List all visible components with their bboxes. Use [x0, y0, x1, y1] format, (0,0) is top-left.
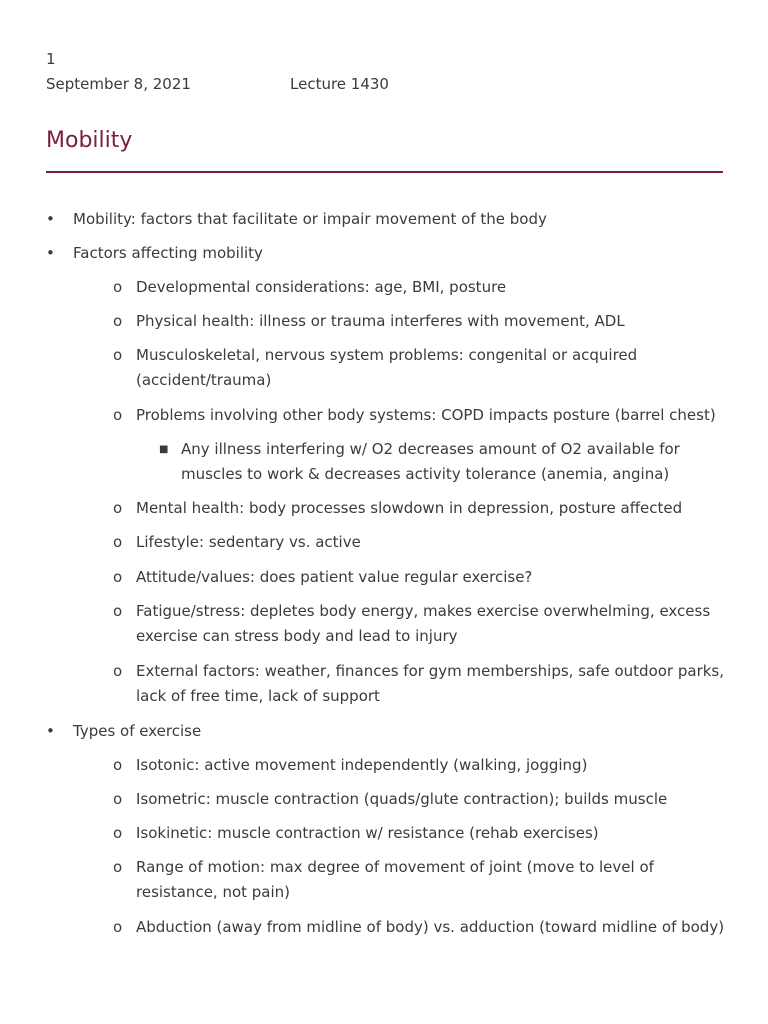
lecture-number: Lecture 1430 [290, 75, 389, 93]
sub-bullet-marker: o [113, 602, 123, 620]
bullet-marker: • [46, 722, 55, 740]
sub-list-item: Abduction (away from midline of body) vs. adduction (toward midline of body) [136, 918, 725, 936]
sub-sub-list-item: Any illness interfering w/ O2 decreases amount of O2 available for muscles to work & decreases activity tolerance (anemia, angina) [181, 440, 680, 483]
sub-bullet-marker: o [113, 406, 123, 424]
sub-bullet-marker: o [113, 756, 123, 774]
sub-bullet-marker: o [113, 858, 123, 876]
sub-list-item: Range of motion: max degree of movement of joint (move to level of resistance, not pain) [136, 858, 654, 901]
sub-bullet-marker: o [113, 790, 123, 808]
sub-bullet-marker: o [113, 499, 123, 517]
lecture-date: September 8, 2021 [46, 75, 191, 93]
sub-bullet-marker: o [113, 312, 123, 330]
list-item: Factors affecting mobility [73, 244, 263, 262]
sub-bullet-marker: o [113, 568, 123, 586]
sub-list-item: Musculoskeletal, nervous system problems: congenital or acquired (accident/trauma) [136, 346, 638, 389]
sub-bullet-marker: o [113, 533, 123, 551]
sub-bullet-marker: o [113, 346, 123, 364]
sub-list-item: Developmental considerations: age, BMI, posture [136, 278, 507, 296]
title-divider [46, 171, 723, 173]
sub-list-item: Isometric: muscle contraction (quads/glute contraction); builds muscle [136, 790, 668, 808]
sub-list-item: Fatigue/stress: depletes body energy, makes exercise overwhelming, excess exercise can stress body and lead to injury [136, 602, 711, 645]
sub-bullet-marker: o [113, 918, 123, 936]
sub-list-item: Physical health: illness or trauma interferes with movement, ADL [136, 312, 625, 330]
sub-bullet-marker: o [113, 662, 123, 680]
list-item: Mobility: factors that facilitate or impair movement of the body [73, 210, 547, 228]
sub-list-item: Lifestyle: sedentary vs. active [136, 533, 361, 551]
sub-list-item: Mental health: body processes slowdown in depression, posture affected [136, 499, 683, 517]
bullet-marker: • [46, 210, 55, 228]
sub-list-item: Problems involving other body systems: COPD impacts posture (barrel chest) [136, 406, 716, 424]
sub-list-item: Isokinetic: muscle contraction w/ resistance (rehab exercises) [136, 824, 599, 842]
sub-sub-bullet-marker: ■ [159, 444, 169, 455]
page-number: 1 [46, 50, 56, 68]
sub-bullet-marker: o [113, 824, 123, 842]
list-item: Types of exercise [73, 722, 202, 740]
sub-bullet-marker: o [113, 278, 123, 296]
bullet-marker: • [46, 244, 55, 262]
sub-list-item: External factors: weather, finances for gym memberships, safe outdoor parks, lack of free time, lack of support [136, 662, 725, 705]
sub-list-item: Isotonic: active movement independently (walking, jogging) [136, 756, 588, 774]
sub-list-item: Attitude/values: does patient value regular exercise? [136, 568, 533, 586]
page-title: Mobility [46, 128, 133, 153]
